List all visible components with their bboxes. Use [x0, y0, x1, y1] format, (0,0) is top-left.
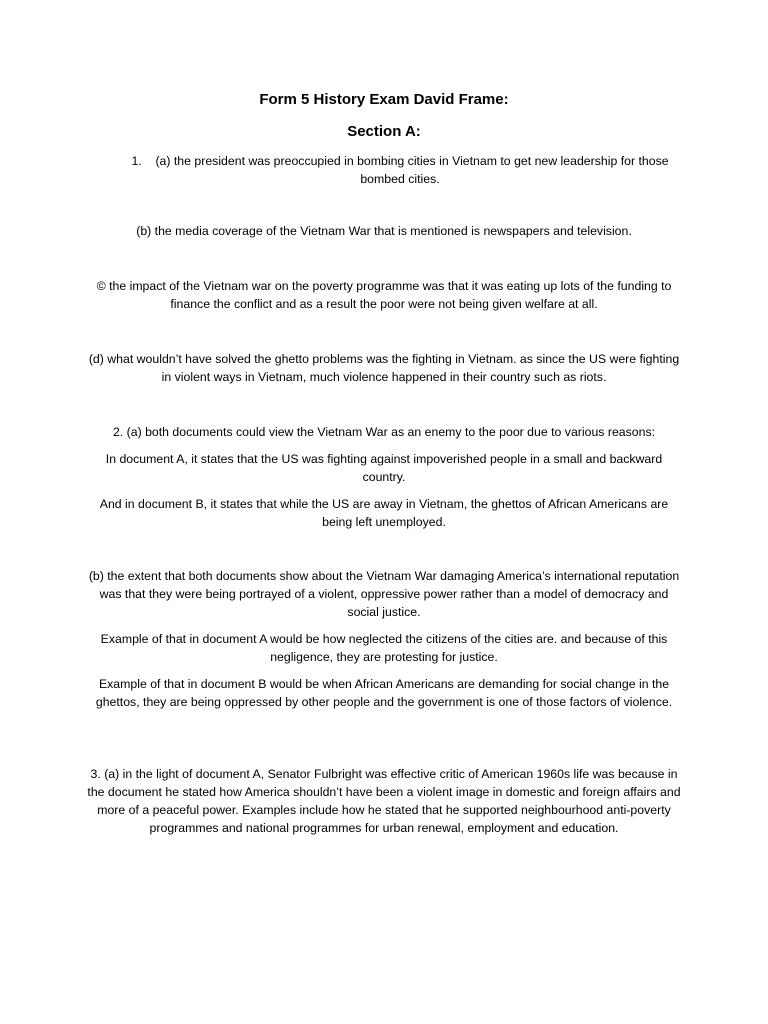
answer-1a — [120, 152, 680, 188]
answer-1d: (d) what wouldn’t have solved the ghetto problems was the fighting in Vietnam. as since the US were fighting in violent ways in Vietnam, much violence happened in their country such as riots. — [88, 352, 680, 384]
answer-1b: (b) the media coverage of the Vietnam War that is mentioned is newspapers and television. — [136, 224, 632, 238]
document-title: Form 5 History Exam David Frame: — [259, 91, 509, 108]
question-number: 1. — [131, 154, 142, 168]
answer-2b-example-b: Example of that in document B would be when African Americans are demanding for social change in the ghettos, they are being oppressed by other people and the government is one of those factors of violence. — [95, 677, 673, 709]
answer-2a-document-b: And in document B, it states that while the US are away in Vietnam, the ghettos of African Americans are being left unemployed. — [99, 497, 669, 529]
answer-2b-example-a: Example of that in document A would be how neglected the citizens of the cities are. and because of this negligence, they are protesting for justice. — [100, 632, 668, 664]
answer-1a-text: (a) the president was preoccupied in bombing cities in Vietnam to get new leadership for those bombed cities. — [155, 154, 669, 186]
section-heading: Section A: — [347, 123, 421, 140]
answer-2b: (b) the extent that both documents show about the Vietnam War damaging America’s international reputation was that they were being portrayed of a violent, oppressive power rather than a model of democracy and social justice. — [88, 569, 680, 619]
answer-2a: 2. (a) both documents could view the Vietnam War as an enemy to the poor due to various reasons: — [112, 425, 656, 439]
answer-2a-document-a: In document A, it states that the US was fighting against impoverished people in a small and backward country. — [105, 452, 663, 484]
answer-1c: © the impact of the Vietnam war on the poverty programme was that it was eating up lots of the funding to finance the conflict and as a result the poor were not being given welfare at all. — [96, 279, 672, 311]
answer-3a: 3. (a) in the light of document A, Senator Fulbright was effective critic of American 1960s life was because in the document he stated how America shouldn’t have been a violent image in domestic and foreign affairs and more of a peaceful power. Examples include how he stated that he supported neighbourhood anti-poverty programmes and national programmes for urban renewal, employment and education. — [87, 767, 681, 835]
